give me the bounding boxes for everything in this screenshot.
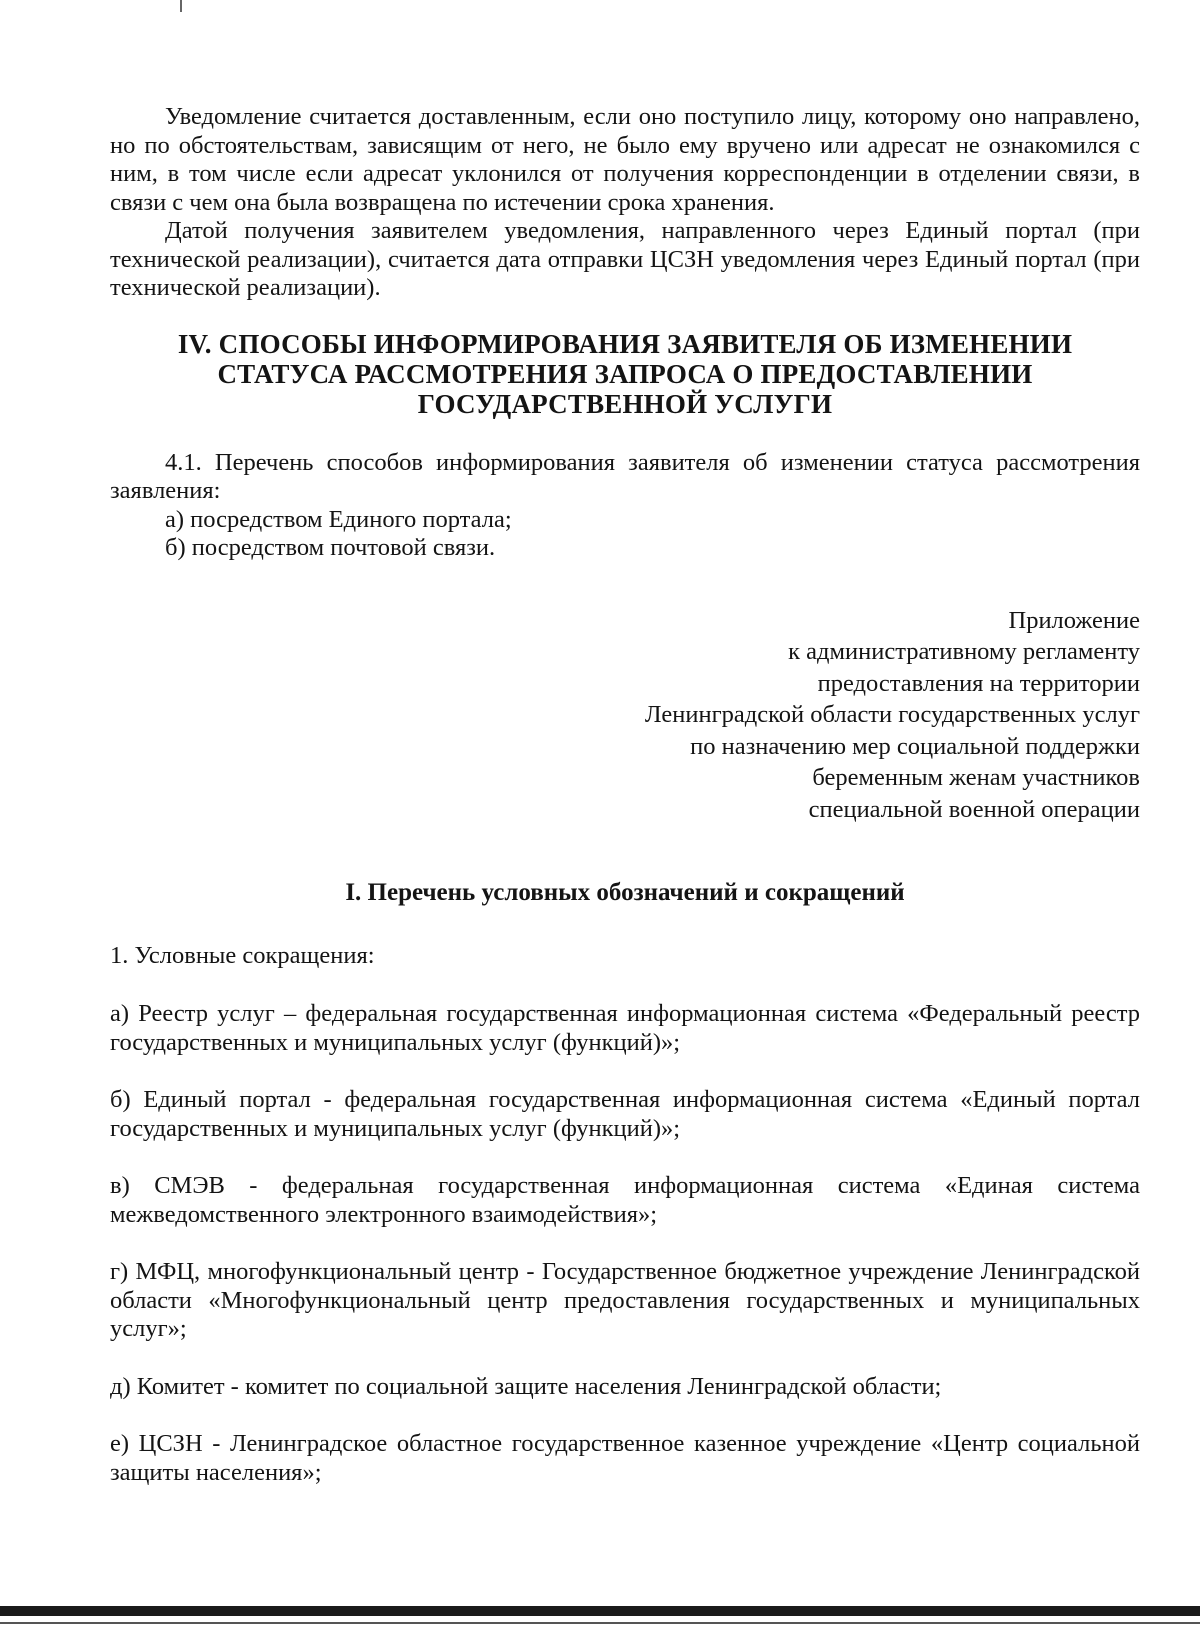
section-4-title-line: ГОСУДАРСТВЕННОЙ УСЛУГИ <box>417 388 833 419</box>
section-4-title-line: СТАТУСА РАССМОТРЕНИЯ ЗАПРОСА О ПРЕДОСТАВЛЕНИИ <box>217 358 1033 389</box>
section-4-title <box>110 329 1140 419</box>
scan-edge-bottom-line <box>0 1622 1200 1624</box>
scan-edge-bottom <box>0 1606 1200 1616</box>
appendix-line: Приложение <box>1008 606 1140 634</box>
appendix-line: беременным женам участников <box>812 764 1140 791</box>
paragraph-notice-delivered: Уведомление считается доставленным, если оно поступило лицу, которому оно направлено, но по обстоятельствам, зависящим от него, не было ему вручено или адресат не ознакомился с ним, в том числе если адресат уклонился от получения корреспонденции в отделении связи, в связи с чем она была возвращена по истечении срока хранения. <box>110 103 1140 216</box>
paragraph-4-1: 4.1. Перечень способов информирования заявителя об изменении статуса рассмотрения заявления: <box>110 448 1140 504</box>
abbreviation-item-a: а) Реестр услуг – федеральная государственная информационная система «Федеральный реестр государственных и муниципальных услуг (функций)»; <box>110 1000 1140 1056</box>
abbreviation-item-b: б) Единый портал - федеральная государственная информационная система «Единый портал государственных и муниципальных услуг (функций)»; <box>110 1086 1140 1142</box>
appendix-line: по назначению мер социальной поддержки <box>690 732 1140 760</box>
section-4-title-line: IV. СПОСОБЫ ИНФОРМИРОВАНИЯ ЗАЯВИТЕЛЯ ОБ ИЗМЕНЕНИИ <box>177 328 1073 359</box>
abbreviation-item-v: в) СМЭВ - федеральная государственная информационная система «Единая система межведомственного электронного взаимодействия»; <box>110 1172 1140 1228</box>
appendix-header <box>110 605 1140 826</box>
appendix-line: к административному регламенту <box>788 638 1140 665</box>
list-item-a: а) посредством Единого портала; <box>165 505 512 533</box>
abbreviation-item-g: г) МФЦ, многофункциональный центр - Государственное бюджетное учреждение Ленинградской области «Многофункциональный центр предоставления государственных и муниципальных услуг»; <box>110 1258 1140 1342</box>
appendix-line: специальной военной операции <box>808 795 1140 823</box>
appendix-line: предоставления на территории <box>817 669 1140 697</box>
paragraph-notice-date: Датой получения заявителем уведомления, направленного через Единый портал (при технической реализации), считается дата отправки ЦСЗН уведомления через Единый портал (при технической реализации). <box>110 217 1140 301</box>
scan-artifact-top <box>180 0 182 12</box>
abbreviations-intro: 1. Условные сокращения: <box>110 941 375 969</box>
list-item-b: б) посредством почтовой связи. <box>165 534 496 561</box>
appendix-line: Ленинградской области государственных услуг <box>644 701 1140 728</box>
section-1-heading: I. Перечень условных обозначений и сокращений <box>345 879 905 906</box>
document-body <box>110 103 1140 1516</box>
abbreviation-item-e: е) ЦСЗН - Ленинградское областное государственное казенное учреждение «Центр социальной защиты населения»; <box>110 1430 1140 1486</box>
abbreviation-item-d: д) Комитет - комитет по социальной защите населения Ленинградской области; <box>110 1372 942 1400</box>
